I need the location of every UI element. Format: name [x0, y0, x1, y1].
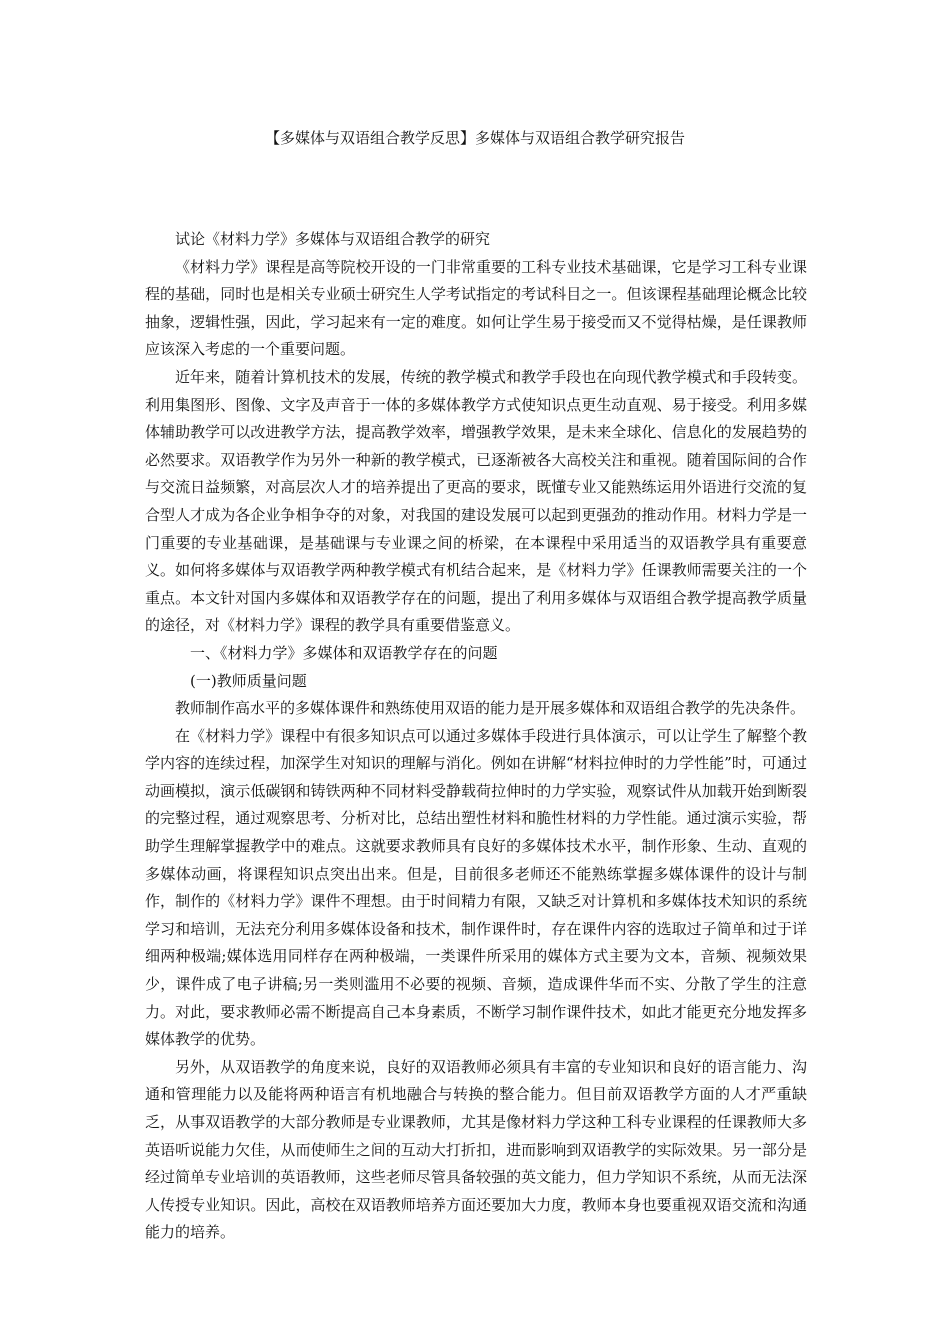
article-title: 试论《材料力学》多媒体与双语组合教学的研究 [175, 230, 491, 248]
paragraph-2: 近年来，随着计算机技术的发展，传统的教学模式和教学手段也在向现代教学模式和手段转变。利用集图形、图像、文字及声音于一体的多媒体教学方式使知识点更生动直观、易于接受。利用多媒体辅助教学可以改进教学方法，提高教学效率，增强教学效果，是未来全球化、信息化的发展趋势的必然要求。双语教学作为另外一种新的教学模式，已逐渐被各大高校关注和重视。随着国际间的合作与交流日益频繁，对高层次人才的培养提出了更高的要求，既懂专业又能熟练运用外语进行交流的复合型人才成为各企业争相争夺的对象，对我国的建设发展可以起到更强劲的推动作用。材料力学是一门重要的专业基础课，是基础课与专业课之间的桥梁，在本课程中采用适当的双语教学具有重要意义。如何将多媒体与双语教学两种教学模式有机结合起来，是《材料力学》任课教师需要关注的一个重点。本文针对国内多媒体和双语教学存在的问题，提出了利用多媒体与双语组合教学提高教学质量的途径，对《材料力学》课程的教学具有重要借鉴意义。 [145, 367, 807, 635]
paragraph-3: 教师制作高水平的多媒体课件和熟练使用双语的能力是开展多媒体和双语组合教学的先决条件。 [175, 699, 806, 718]
paragraph-4: 在《材料力学》课程中有很多知识点可以通过多媒体手段进行具体演示，可以让学生了解整个教学内容的连续过程，加深学生对知识的理解与消化。例如在讲解“材料拉伸时的力学性能”时，可通过动画模拟，演示低碳钢和铸铁两种不同材料受静载荷拉伸时的力学实验，观察试件从加载开始到断裂的完整过程，通过观察思考、分析对比，总结出塑性材料和脆性材料的力学性能。通过演示实验，帮助学生理解掌握教学中的难点。这就要求教师具有良好的多媒体技术水平，制作形象、生动、直观的多媒体动画，将课程知识点突出出来。但是，目前很多老师还不能熟练掌握多媒体课件的设计与制作，制作的《材料力学》课件不理想。由于时间精力有限，又缺乏对计算机和多媒体技术知识的系统学习和培训，无法充分利用多媒体设备和技术，制作课件时，存在课件内容的选取过子简单和过于详细两种极端;媒体选用同样存在两种极端，一类课件所采用的媒体方式主要为文本，音频、视频效果少，课件成了电子讲稿;另一类则滥用不必要的视频、音频，造成课件华而不实、分散了学生的注意力。对此，要求教师必需不断提高自己本身素质，不断学习制作课件技术，如此才能更充分地发挥多媒体教学的优势。 [145, 726, 807, 1049]
document-body [145, 226, 807, 1247]
document-title: 【多媒体与双语组合教学反思】多媒体与双语组合教学研究报告 [264, 129, 685, 147]
subsection-heading-1: (一)教师质量问题 [190, 671, 307, 690]
paragraph-5: 另外，从双语教学的角度来说，良好的双语教师必须具有丰富的专业知识和良好的语言能力、沟通和管理能力以及能将两种语言有机地融合与转换的整合能力。但目前双语教学方面的人才严重缺乏，从事双语教学的大部分教师是专业课教师，尤其是像材料力学这种工科专业课程的任课教师大多英语听说能力欠佳，从而使师生之间的互动大打折扣，进而影响到双语教学的实际效果。另一部分是经过简单专业培训的英语教师，这些老师尽管具备较强的英文能力，但力学知识不系统，从而无法深人传授专业知识。因此，高校在双语教师培养方面还要加大力度，教师本身也要重视双语交流和沟通能力的培养。 [145, 1057, 807, 1242]
paragraph-1: 《材料力学》课程是高等院校开设的一门非常重要的工科专业技术基础课，它是学习工科专业课程的基础，同时也是相关专业硕士研究生人学考试指定的考试科目之一。但该课程基础理论概念比较抽象，逻辑性强，因此，学习起来有一定的难度。如何让学生易于接受而又不觉得枯燥，是任课教师应该深入考虑的一个重要问题。 [145, 257, 807, 359]
section-heading-1: 一、《材料力学》多媒体和双语教学存在的问题 [190, 643, 498, 662]
